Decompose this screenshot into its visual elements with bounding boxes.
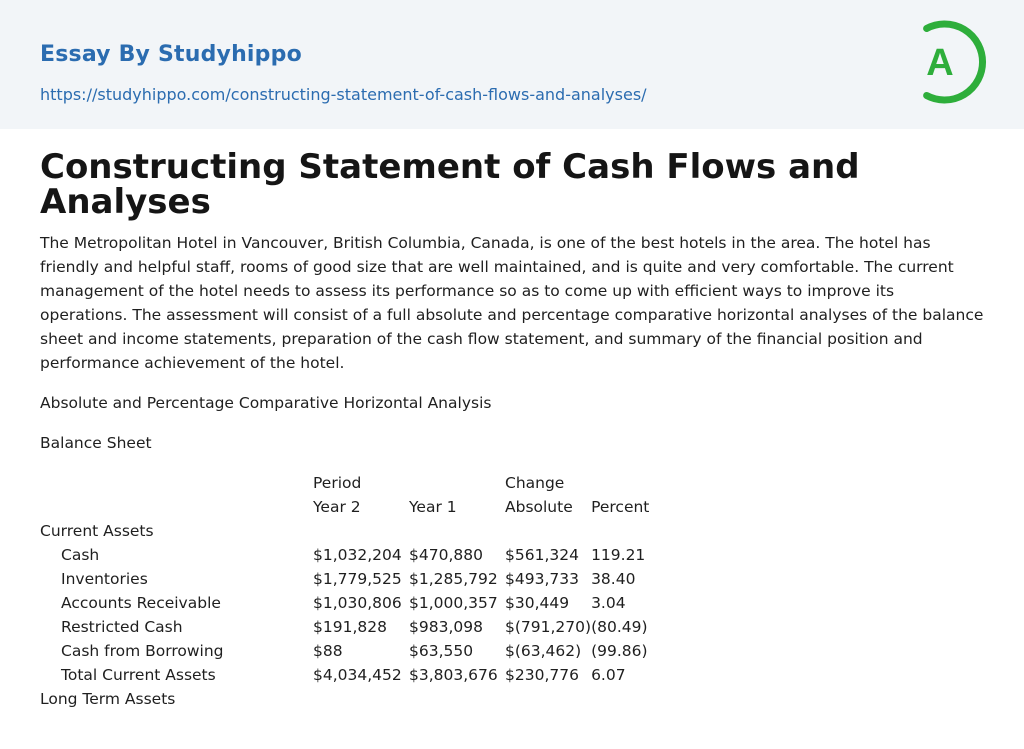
table-row — [40, 663, 671, 687]
year2-cell — [313, 687, 409, 711]
header-blank-cell — [40, 495, 313, 519]
line-item-label-cell: Inventories — [61, 570, 148, 588]
year1-cell — [409, 519, 505, 543]
table-row — [40, 639, 671, 663]
year1-cell: $1,000,357 — [409, 594, 498, 612]
change-header: Change — [505, 474, 565, 492]
year2-cell: $1,032,204 — [313, 546, 402, 564]
intro-paragraph: The Metropolitan Hotel in Vancouver, British Columbia, Canada, is one of the best hotels in the area. The hotel has friendly and helpful staff, rooms of good size that are well maintained, and is quite and very comfortable. The current management of the hotel needs to assess its performance so as to come up with efficient ways to improve its operations. The assessment will consist of a full absolute and percentage comparative horizontal analyses of the balance sheet and income statements, preparation of the cash flow statement, and summary of the financial position and performance achievement of the hotel. — [40, 234, 984, 372]
table-column-header-row — [40, 495, 671, 519]
line-item-label-cell: Cash — [61, 546, 100, 564]
year2-cell: $1,030,806 — [313, 594, 402, 612]
absolute-cell: $561,324 — [505, 546, 579, 564]
percent-cell: 3.04 — [591, 594, 626, 612]
essay-url-link[interactable]: https://studyhippo.com/constructing-statement-of-cash-flows-and-analyses/ — [40, 85, 647, 104]
year1-cell: $983,098 — [409, 618, 483, 636]
absolute-cell — [505, 687, 591, 711]
year1-cell: $470,880 — [409, 546, 483, 564]
period-header: Period — [313, 474, 362, 492]
year2-header: Year 2 — [313, 498, 361, 516]
absolute-cell: $493,733 — [505, 570, 579, 588]
percent-cell: (99.86) — [591, 642, 648, 660]
percent-header: Percent — [591, 498, 650, 516]
article-body — [40, 147, 985, 711]
absolute-header: Absolute — [505, 498, 573, 516]
site-header — [0, 0, 1024, 129]
section-label-cell: Long Term Assets — [40, 690, 176, 708]
table-row — [40, 543, 671, 567]
header-blank-cell — [40, 471, 313, 495]
percent-cell: (80.49) — [591, 618, 648, 636]
year1-cell: $3,803,676 — [409, 666, 498, 684]
line-item-label-cell: Accounts Receivable — [61, 594, 221, 612]
table-group-header-row — [40, 471, 671, 495]
year1-cell: $63,550 — [409, 642, 474, 660]
brand-title[interactable]: Essay By Studyhippo — [40, 42, 302, 67]
studyhippo-logo-icon[interactable] — [912, 19, 988, 105]
absolute-cell: $230,776 — [505, 666, 579, 684]
percent-cell — [591, 687, 671, 711]
page-title: Constructing Statement of Cash Flows and Analyses — [40, 147, 860, 222]
line-item-label-cell: Cash from Borrowing — [61, 642, 224, 660]
header-blank-cell — [591, 471, 671, 495]
year2-cell: $1,779,525 — [313, 570, 402, 588]
absolute-cell: $30,449 — [505, 594, 570, 612]
table-row — [40, 687, 671, 711]
balance-sheet-table — [40, 471, 671, 711]
year2-cell: $191,828 — [313, 618, 387, 636]
year1-cell — [409, 687, 505, 711]
subsection-heading: Balance Sheet — [40, 434, 152, 452]
table-row — [40, 591, 671, 615]
absolute-cell — [505, 519, 591, 543]
table-row — [40, 615, 671, 639]
year2-cell — [313, 519, 409, 543]
logo-letter: A — [926, 42, 954, 84]
section-heading: Absolute and Percentage Comparative Horizontal Analysis — [40, 394, 492, 412]
header-blank-cell — [409, 471, 505, 495]
percent-cell: 38.40 — [591, 570, 636, 588]
year2-cell: $88 — [313, 642, 343, 660]
line-item-label-cell: Restricted Cash — [61, 618, 183, 636]
section-label-cell: Current Assets — [40, 522, 154, 540]
year1-cell: $1,285,792 — [409, 570, 498, 588]
line-item-label-cell: Total Current Assets — [61, 666, 216, 684]
table-row — [40, 519, 671, 543]
percent-cell: 119.21 — [591, 546, 646, 564]
absolute-cell: $(63,462) — [505, 642, 582, 660]
table-row — [40, 567, 671, 591]
percent-cell — [591, 519, 671, 543]
year2-cell: $4,034,452 — [313, 666, 402, 684]
percent-cell: 6.07 — [591, 666, 626, 684]
year1-header: Year 1 — [409, 498, 457, 516]
absolute-cell: $(791,270) — [505, 618, 592, 636]
